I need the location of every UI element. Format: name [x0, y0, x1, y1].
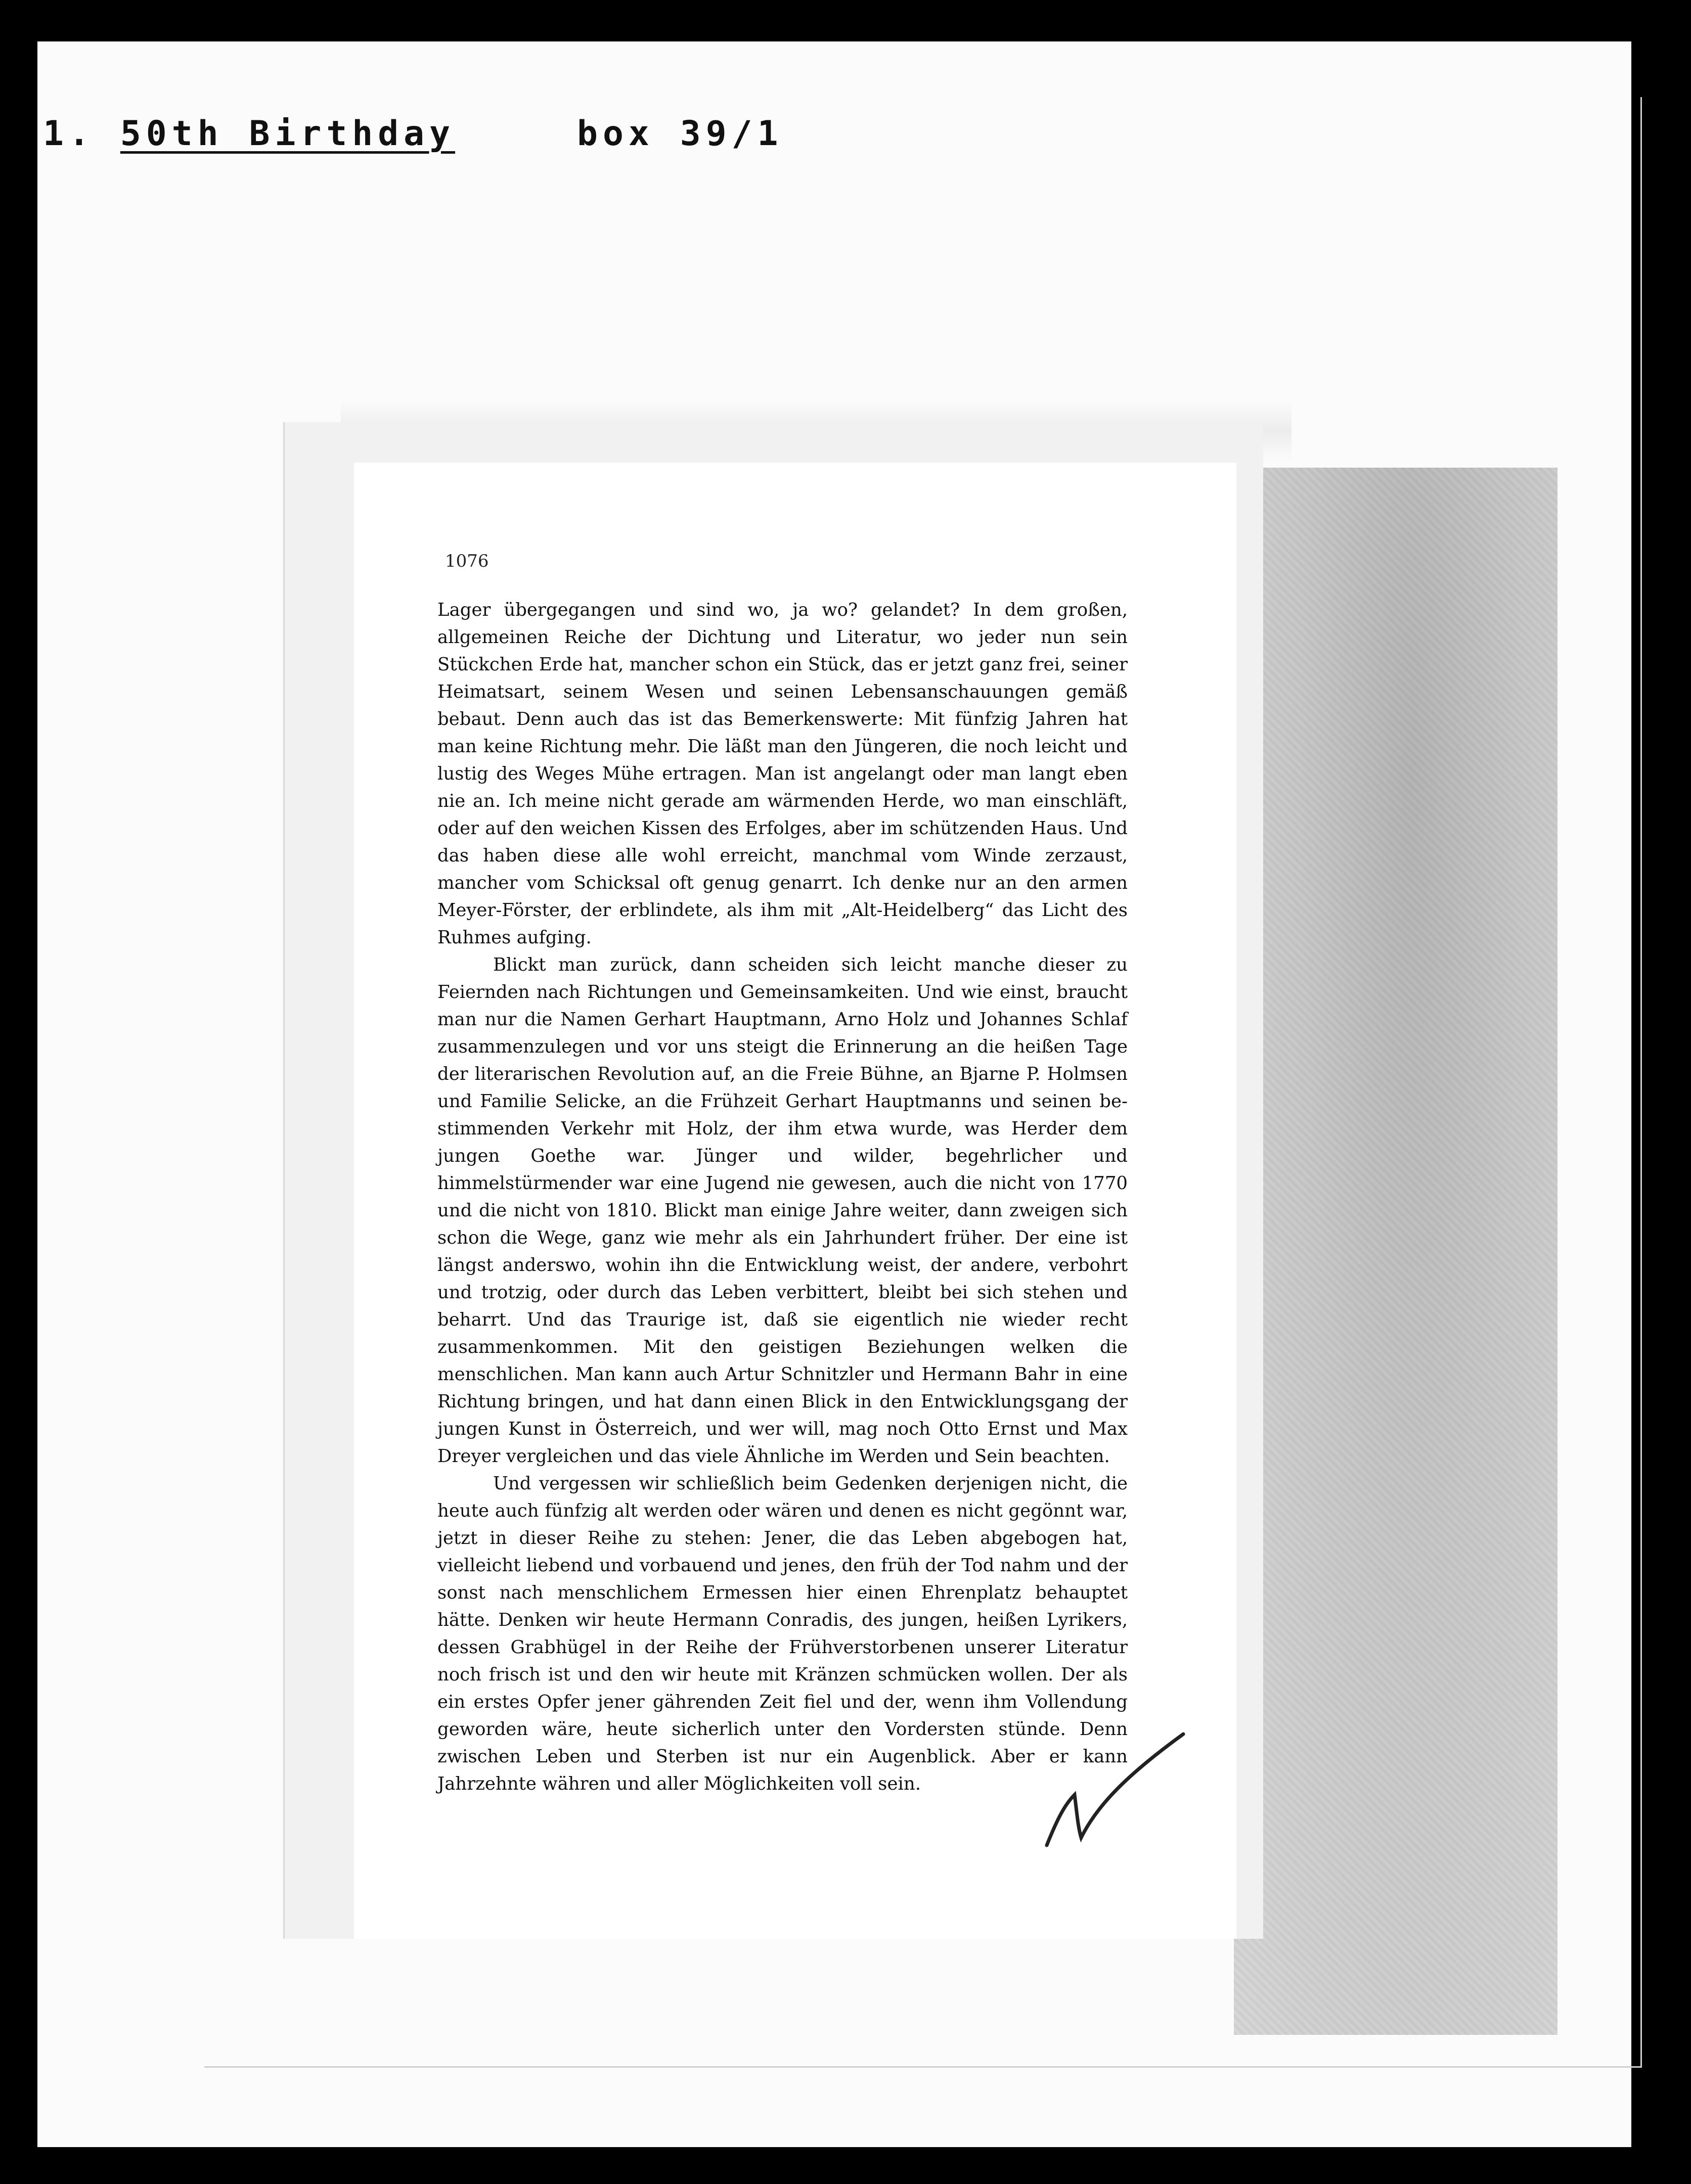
page-number: 1076 — [445, 551, 489, 571]
article-paragraph: Lager übergegangen und sind wo, ja wo? gelandet? In dem großen, allgemeinen Reiche der Dichtung und Literatur, wo jeder nun sein Stückchen Erde hat, mancher schon ein Stück, das er jetzt ganz frei, seiner Heimatsart, seinem Wesen und seinen Lebensanschauungen gemäß bebaut. Denn auch das ist das Bemerkenswerte: Mit fünfzig Jahren hat man keine Richtung mehr. Die läßt man den Jüngeren, die noch leicht und lustig des Weges Mühe ertragen. Man ist angelangt oder man langt eben nie an. Ich meine nicht gerade am wärmenden Herde, wo man einschläft, oder auf den weichen Kissen des Erfolges, aber im schützenden Haus. Und das haben diese alle wohl erreicht, manchmal vom Winde zerzaust, mancher vom Schicksal oft genug genarrt. Ich denke nur an den armen Meyer-Förster, der erblindete, als ihm mit „Alt-Heidelberg“ das Licht des Ruhmes aufging. — [437, 600, 1128, 948]
folder-header — [43, 114, 783, 159]
pencil-check-mark — [1037, 1719, 1188, 1855]
article-paragraph: Blickt man zurück, dann scheiden sich leicht manche dieser zu Feiernden nach Richtungen und Gemeinsamkeiten. Und wie einst, braucht man nur die Namen Gerhart Hauptmann, Arno Holz und Johannes Schlaf zusammenzulegen und vor uns steigt die Erinnerung an die heißen Tage der literarischen Revolution auf, an die Freie Bühne, an Bjarne P. Holmsen und Familie Selicke, an die Frühzeit Gerhart Hauptmanns und seinen bestimmenden Verkehr mit Holz, der ihm etwa wurde, was Herder dem jungen Goethe war. Jünger und wilder, begehrlicher und himmelstürmender war eine Jugend nie gewesen, auch die nicht von 1770 und die nicht von 1810. Blickt man einige Jahre weiter, dann zweigen sich schon die Wege, ganz wie mehr als ein Jahrhundert früher. Der eine ist längst anderswo, wohin ihn die Entwicklung weist, der andere, verbohrt und trotzig, oder durch das Leben verbittert, bleibt bei sich stehen und beharrt. Und das Traurige ist, daß sie eigentlich nie wieder recht zusammenkommen. Mit den geistigen Beziehungen welken die menschlichen. Man kann auch Artur Schnitzler und Hermann Bahr in eine Richtung bringen, und hat dann einen Blick in den Entwicklungsgang der jungen Kunst in Österreich, und wer will, mag noch Otto Ernst und Max Dreyer vergleichen und das viele Ähnliche im Werden und Sein beachten. — [437, 954, 1128, 1467]
header-title: 50th Birthday — [120, 114, 456, 154]
article-paragraph: Und vergessen wir schließlich beim Gedenken derjenigen nicht, die heute auch fünfzig alt werden oder wären und denen es nicht gegönnt war, jetzt in dieser Reihe zu stehen: Jener, die das Leben abgebogen hat, vielleicht liebend und vorbauend und jenes, den früh der Tod nahm und der sonst nach menschlichem Ermessen hier einen Ehrenplatz behauptet hätte. Denken wir heute Hermann Conradis, des jungen, heißen Lyrikers, dessen Grabhügel in der Reihe der Frühverstorbenen unserer Literatur noch frisch ist und den wir heute mit Kränzen schmücken wollen. Der als ein erstes Opfer jener gährenden Zeit fiel und der, wenn ihm Vollendung geworden wäre, heute sicherlich unter den Vordersten stünde. Denn zwischen Leben und Sterben ist nur ein Augenblick. Aber er kann Jahrzehnte währen und aller Möglichkeiten voll sein. — [437, 1473, 1128, 1794]
box-label: box 39/1 — [577, 114, 783, 154]
clipping-backdrop — [1234, 468, 1558, 2035]
header-prefix: 1. — [43, 114, 95, 154]
article-body — [437, 597, 1128, 1798]
